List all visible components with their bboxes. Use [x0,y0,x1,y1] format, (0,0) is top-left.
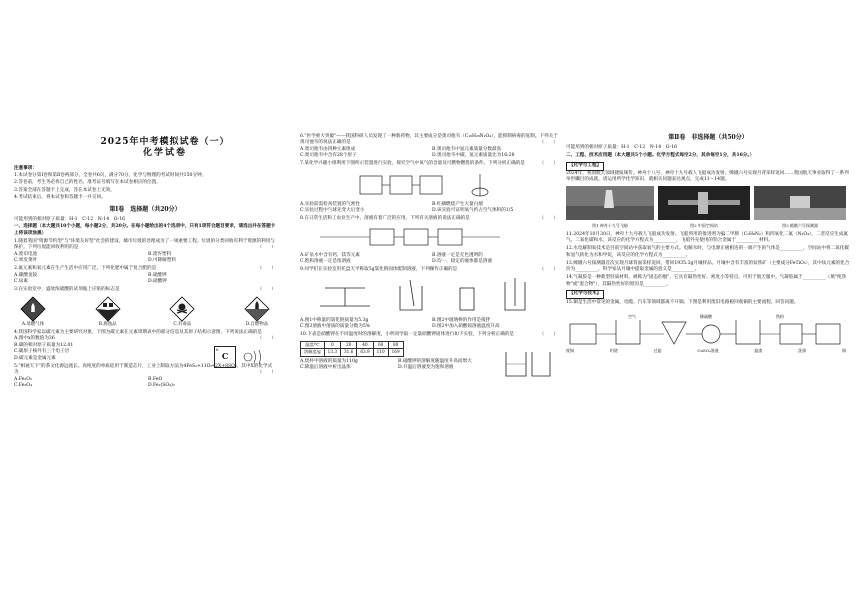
q4-option-c: C.碳原子核外有三个电子层 [14,349,70,354]
q4-option-a: A.图中x的数值为36 [14,336,55,341]
q7-option-b: B.红磷燃烧产生大量白烟 [432,201,483,207]
exam-subject: 化学试卷 [142,148,187,158]
q2-option-b: B.硫酸钾 [148,272,167,278]
q10-option-c: C.降温后溶液中析出晶体 [300,365,351,370]
section2-instructions: 二、工程、技术应用题（本大题共5个小题。化学方程式每空2分，其余每空1分，共16分。） [566,152,755,158]
q1-option-c: C.果皮菜叶 [14,258,38,263]
photo-caption: 图3 嫦娥六号探测器 [782,223,818,228]
table-cell: 溶解度/g [301,349,325,357]
spontaneous-combustion-icon [244,296,270,322]
question-2 [14,266,276,286]
part1-title: 第Ⅰ卷 选择题（共20分） [109,205,181,213]
q2-option-c: C.尿素 [14,279,28,284]
answer-paren: （ ） [539,140,558,145]
q9-option-c: C.图3溶液中溶质的质量分数为5% [300,324,371,329]
question-3 [14,287,276,328]
q10-stem: 10.下表是硝酸钾在不同温度时的溶解度，小明同学取一定量硝酸钾固体进行如下实验，下列分析正确的是 [300,332,515,337]
subsection-tag: 【化学与技术】 [566,290,604,299]
notes-section [14,166,276,202]
answer-paren: （ ） [539,332,558,337]
column-3 [566,130,850,362]
note-item: 2.答卷前，考生务必将自己的姓名、准考证号填写在本试卷相应的位置。 [14,180,161,185]
periodic-cell [214,346,236,368]
table-cell: 110 [373,349,388,357]
q2-stem: 2.氮元素和氧元素在生产生活中应用广泛，下列化肥中属于复合肥的是 [14,266,157,271]
subsection-tag: 【化学与工程】 [566,162,604,171]
q8-option-c: C.饱和溶液一定是浓溶液 [300,259,351,264]
answer-paren: （ ） [257,245,276,250]
q7-apparatus-diagram [300,170,550,200]
question-13: 13.嫦娥六号探测器首次实现月球背面采样返回，带回1935.3g月壤样品。月壤中含有丰富的钛铁矿（主要成分FeTiO₃），其中钛元素的化合价为__________，科学家从月壤中提取金属的意义是__________。 [566,260,850,272]
hazard-sign-a: A.易燃气体 [20,296,46,328]
flow-label: CuSO₄溶液 [697,347,719,353]
table-cell: 169 [388,349,403,357]
table-cell: 13.3 [324,349,340,357]
q4-option-d: D.碳元素是金属元素 [14,355,56,361]
q5-option-a: A.Fe₂O₃ [14,376,32,382]
column-2 [300,132,558,372]
table-cell: 31.6 [340,349,356,357]
q7-option-d: D.该实验可证明氧气约占空气体积的1/5 [432,208,514,213]
question-4 [14,330,276,363]
column-1 [14,132,276,390]
q7-option-a: A.实验前需检查装置的气密性 [300,201,360,207]
question-1 [14,239,276,265]
q8-option-b: B.溶液一定是无色透明的 [432,252,483,258]
q9-option-b: B.图2中玻璃棒的作用是搅拌 [432,317,491,323]
question-5 [14,364,276,390]
flow-label: 过滤 [653,347,662,353]
question-11: 11.2024年10月30日，神舟十九号载人飞船成功发射。飞船所用的推进剂为偏二甲肼（C₂H₈N₂）和四氧化二氮（N₂O₄），二者反应生成氮气、二氧化碳和水，该反应的化学方程式为__________，飞船外壳使用的铝合金属于__________材料。 [566,231,849,243]
table-header-cell: 40 [357,341,373,349]
photo-caption: 图1 神舟十九号飞船 [592,223,628,228]
note-item: 1.本试卷分第Ⅰ卷和第Ⅱ卷两部分，全卷共6页，满分70分，化学与物理的考试时间共150分钟。 [14,172,207,178]
question-7 [300,161,558,215]
space-photos [566,186,850,230]
q1-option-d: D.可降解塑料 [148,258,176,263]
table-header-cell: 60 [373,341,388,349]
q9-option-d: D.图2中加入硝酸铵溶液温度升高 [432,324,500,329]
q8-option-a: A.矿泉水中含有钙、镁等元素 [300,252,360,258]
photo-space-station [658,186,750,230]
cell-number: 6 [216,346,219,352]
q6-option-d: D.奥司他韦中碳、氢元素质量比为16:28 [432,153,515,158]
flow-label: 稀硫酸 [700,313,712,319]
q1-option-a: A.废旧电池 [14,251,38,257]
answer-paren: （ ） [257,266,276,271]
corrosive-icon [95,296,121,322]
question-6 [300,134,558,160]
answer-paren: （ ） [539,216,558,221]
table-cell: 63.9 [357,349,373,357]
question-9 [300,267,558,331]
q5-stem: 5."相通天下"的茶文化源远流长。高纯度的单质硅用于制造芯片，工业上制取方法为4FeS₂+11O₂═2X+8SO₂，其中X的化学式为 [14,363,273,375]
flow-label: 废铜 [566,347,574,353]
photo-lunar-probe [754,186,846,230]
q6-stem: 6."医学重大突破"——我国科研人员发现了一种新药物，其主要成分是奥司他韦（C₁₆H₂₈N₂O₄），能抑制病毒的复制。下列关于奥司他韦的说法正确的是 [300,133,558,145]
q10-beaker-diagram [500,348,554,378]
exam-title: 2025年中考模拟试卷（一） [100,137,230,147]
answer-paren: （ ） [539,267,558,272]
hazard-sign-c: C.有毒品 [169,296,195,328]
atom-structure-diagram [242,348,270,366]
flow-label: 铜 [841,347,846,353]
q9-experiment-figures [300,276,550,316]
photo-spacecraft [566,186,654,230]
flow-label: 铁粉 [776,313,784,319]
q1-stem: 1.随着我国"资源节约型"与"环境友好型"社会的建设，城市垃圾的处理成为了一项重要工程。垃圾的分类回收有利于资源的利用与保护。下列垃圾能回收利用的是 [14,238,275,250]
solubility-table [300,341,404,357]
cell-symbol: C [221,351,229,361]
photo-caption: 图2 中国空间站 [690,223,718,228]
flow-label: 灼烧 [609,347,618,353]
flammable-gas-icon [20,296,46,322]
q10-option-a: A.烧杯中溶液的质量为110g [300,358,358,364]
q8-process-diagram [300,225,550,251]
table-header-cell: 温度/℃ [301,341,325,349]
answer-paren: （ ） [539,161,558,166]
answer-paren: （ ） [257,336,276,341]
q8-stem: 8.在日常生活和工农业生产中，溶液有着广泛的应用。下列有关溶液的说法正确的是 [300,216,470,221]
q2-option-a: A.碳酸氢铵 [14,272,38,278]
question-8 [300,216,558,266]
q6-option-a: A.奥司他韦由四种元素组成 [300,146,356,152]
atomic-mass-note: 可能用到的相对原子质量：H-1 C-12 N-14 O-16 [566,145,678,150]
part1-instructions: 一、选择题（本大题共10个小题，每小题2分，共20分。在每小题给出的4个选项中，只有1项符合题目要求，请选出并在答题卡上将该项涂黑） [14,224,276,236]
q9-stem: 9.同学们在实验室用托盘天平称取5g氯化钠固体配制溶液，下列操作正确的是 [300,267,458,272]
note-item: 4.考试结束后，将本试卷和答题卡一并交回。 [14,195,106,200]
flow-label: 空气 [628,313,636,319]
q9-option-a: A.图1中称量的氯化钠质量为5.3g [300,317,369,323]
q4-option-b: B.碳的相对原子质量为12.01 [14,342,74,348]
q8-option-d: D.均一、稳定的液体都是溶液 [432,259,493,264]
q4-stem: 4.我国科学家以碳元素为主要研究对象，下图为碳元素在元素周期表中的部分信息及其原子结构示意图，下列说法正确的是 [14,329,262,335]
flow-label: 洗涤 [798,347,807,353]
q6-option-c: C.奥司他韦中含有28个原子 [300,153,357,158]
q5-option-d: D.Fe₂(SO₄)₃ [148,383,175,388]
q10-option-d: D.升温后溶液变为饱和溶液 [398,365,454,370]
space-intro: 2024年，我国航天领域捷报频传。神舟十八号、神舟十九号载人飞船成功发射，嫦娥六号实现月背采样返回……我国航天事业取得了一系列举世瞩目的成就。请运用所学化学知识，就相关问题表达观点，完成11～14题。 [566,170,849,182]
table-row [301,341,404,349]
q2-option-d: D.硝酸钾 [148,279,167,284]
hazard-signs [20,296,270,328]
question-10 [300,332,558,372]
hazard-sign-b: B.腐蚀品 [95,296,121,328]
question-12: 12.水电解制氧技术是目前空间站中获取氧气的主要方式。电解水时，与电源正极相连的一端产生的气体是__________，空间站中将二氧化碳和氢气转化为水和甲烷，该反应的化学方程式为__________。 [566,246,849,258]
answer-paren: （ ） [257,370,276,375]
q7-option-c: C.实验过程中气球先变大后变小 [300,208,365,213]
answer-paren: （ ） [257,287,276,292]
q6-option-b: B.奥司他韦中氢元素质量分数最高 [432,146,502,152]
part2-title: 第Ⅱ卷 非选择题（共50分） [668,134,748,141]
q3-stem: 3.在实验室中，盛放浓硫酸的试剂瓶上应贴的标志是 [14,287,120,292]
note-item: 3.答案全部在答题卡上完成，答在本试卷上无效。 [14,187,115,193]
question-15: 15.铜是生活中常见的金属，电缆、汽车等领域都离不开铜。下图是利用废旧电路板回收铜的主要流程，回答问题。 [566,300,799,305]
hazard-sign-d: D.自燃物品 [244,296,270,328]
flow-label: 滤渣 [754,347,763,353]
toxic-icon [169,296,195,322]
q10-option-b: B.硝酸钾的溶解度随温度升高而增大 [398,358,472,364]
table-header-cell: 80 [388,341,403,349]
atomic-mass-note: 可能用到的相对原子质量：H-1 C-12 N-14 O-16 [14,216,126,222]
q7-stem: 7.某化学兴趣小组利用下图所示装置进行实验，探究空气中氧气的含量及可燃物燃烧的条件。下列分析正确的是 [300,161,525,166]
q5-option-c: C.Fe₃O₄ [14,383,32,388]
q5-option-b: B.FeO [148,376,163,382]
table-row [301,349,404,357]
table-header-cell: 20 [340,341,356,349]
question-14: 14.气凝胶是一种新型轻质材料，被称为"固态的烟"，它具有隔热性好、密度小等特点，可用于航天服中。气凝胶属于__________（填"纯净物"或"混合物"），其隔热性好的原因是__________。 [566,275,847,287]
table-header-cell: 0 [324,341,340,349]
copper-recovery-flowchart [566,310,850,362]
notes-title: 注意事项： [14,166,37,171]
q1-option-b: B.废弃塑料 [148,251,172,257]
